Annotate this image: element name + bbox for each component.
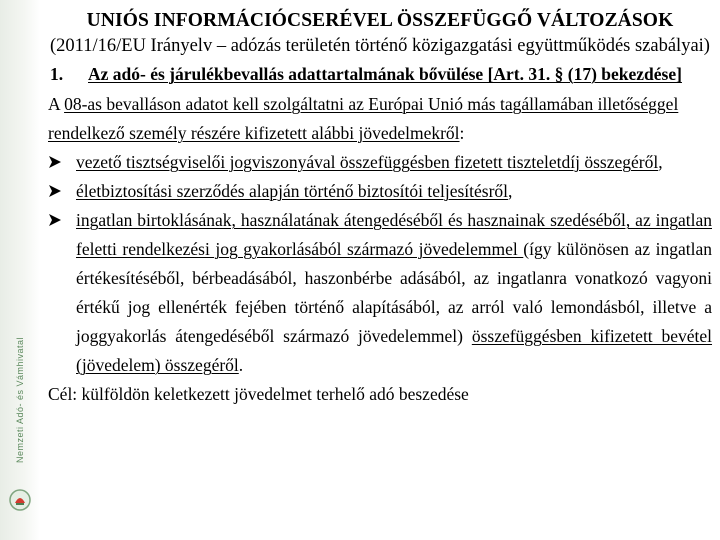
list-item-text-2: . bbox=[238, 355, 244, 375]
list-item bbox=[48, 148, 712, 177]
income-type-list bbox=[48, 148, 712, 380]
arrow-bullet-icon bbox=[48, 184, 62, 198]
list-item-underlined-text: életbiztosítási szerződés alapján történő biztosítói teljesítésről bbox=[76, 181, 509, 201]
list-item-text: , bbox=[508, 181, 513, 201]
arrow-bullet-icon bbox=[48, 213, 62, 227]
section-heading-text: Az adó- és járulékbevallás adattartalmának bővülése [Art. 31. § (17) bekezdése] bbox=[88, 64, 682, 84]
list-item-underlined-text-2: összefüggésben kifizetett bevétel (jövedelem) összegéről bbox=[76, 326, 713, 375]
list-item-underlined-text: vezető tisztségviselői jogviszonyával összefüggésben fizetett tiszteletdíj összegéről bbox=[76, 152, 659, 172]
list-item bbox=[48, 177, 712, 206]
slide-subtitle: (2011/16/EU Irányelv – adózás területén történő közigazgatási együttműködés szabályai) bbox=[50, 36, 710, 56]
agency-logo-label: Nemzeti Adó- és Vámhivatal bbox=[15, 336, 25, 464]
slide-content bbox=[48, 8, 712, 409]
agency-logo-icon bbox=[8, 488, 32, 512]
intro-suffix: : bbox=[459, 123, 465, 143]
list-item-text: (így különösen az ingatlan értékesítéséből, bérbeadásából, haszonbérbe adásából, az ingatlanra vonatkozó vagyoni értékű jog ellenérték fejében történő alapításából, az arról való lemondásból, illetve a joggyakorlás átengedéséből származó jövedelemmel) bbox=[76, 239, 712, 346]
section-number: 1. bbox=[50, 64, 64, 84]
intro-prefix: A bbox=[48, 94, 65, 114]
arrow-bullet-icon bbox=[48, 155, 62, 169]
slide-title: UNIÓS INFORMÁCIÓCSERÉVEL ÖSSZEFÜGGŐ VÁLTOZÁSOK bbox=[86, 10, 674, 31]
list-item-text: , bbox=[658, 152, 663, 172]
agency-logo-text bbox=[6, 300, 34, 500]
list-item bbox=[48, 206, 712, 380]
intro-underlined-text: 08-as bevalláson adatot kell szolgáltatni az Európai Unió más tagállamában illetőséggel rendelkező személy részére kifizetett alábbi jövedelmekről bbox=[48, 94, 679, 143]
intro-paragraph bbox=[48, 90, 712, 148]
goal-statement: Cél: külföldön keletkezett jövedelmet terhelő adó beszedése bbox=[48, 384, 469, 404]
list-item-underlined-text: ingatlan birtoklásának, használatának átengedéséből és hasznainak szedéséből, az ingatlan feletti rendelkezési jog gyakorlásából származó jövedelemmel bbox=[76, 210, 712, 259]
section-heading bbox=[48, 62, 712, 86]
